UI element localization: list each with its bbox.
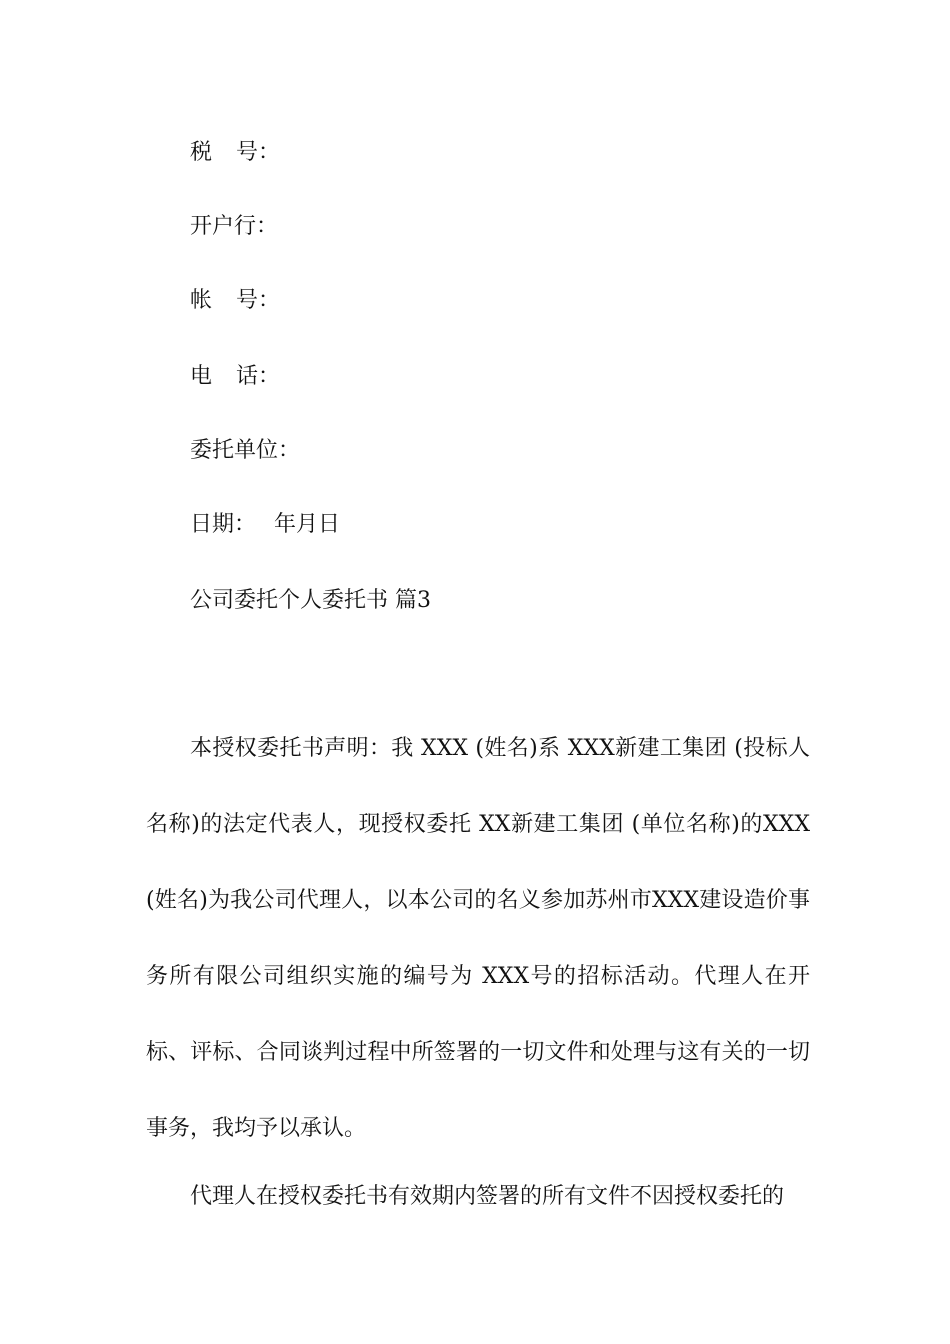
account-label-part2: 号：	[236, 288, 281, 313]
client-unit-field	[190, 436, 300, 466]
account-label-part1: 帐	[190, 288, 213, 313]
section-heading: 公司委托个人委托书 篇3	[190, 588, 431, 613]
phone-field	[190, 362, 280, 392]
tax-number-field	[190, 138, 280, 168]
phone-label-part1: 电	[190, 364, 213, 389]
date-label: 日期：	[190, 512, 257, 537]
tax-number-label-part2: 号：	[236, 140, 281, 165]
bank-label: 开户行：	[190, 214, 279, 239]
date-field	[190, 510, 340, 540]
tax-number-label-part1: 税	[190, 140, 213, 165]
date-value: 年月日	[274, 512, 341, 537]
account-field	[190, 286, 280, 316]
client-unit-label: 委托单位：	[190, 438, 301, 463]
bank-field	[190, 212, 278, 242]
body-paragraph-1: 本授权委托书声明：我 XXX (姓名)系 XXX新建工集团 (投标人名称)的法定代表人，现授权委托 XX新建工集团 (单位名称)的XXX (姓名)为我公司代理人，以本公司的名义参加苏州市XXX建设造价事务所有限公司组织实施的编号为 XXX号的招标活动。代理人在开标、评标、合同谈判过程中所签署的一切文件和处理与这有关的一切事务，我均予以承认。	[146, 736, 810, 1141]
body-paragraph-2: 代理人在授权委托书有效期内签署的所有文件不因授权委托的	[190, 1184, 785, 1209]
phone-label-part2: 话：	[236, 364, 281, 389]
